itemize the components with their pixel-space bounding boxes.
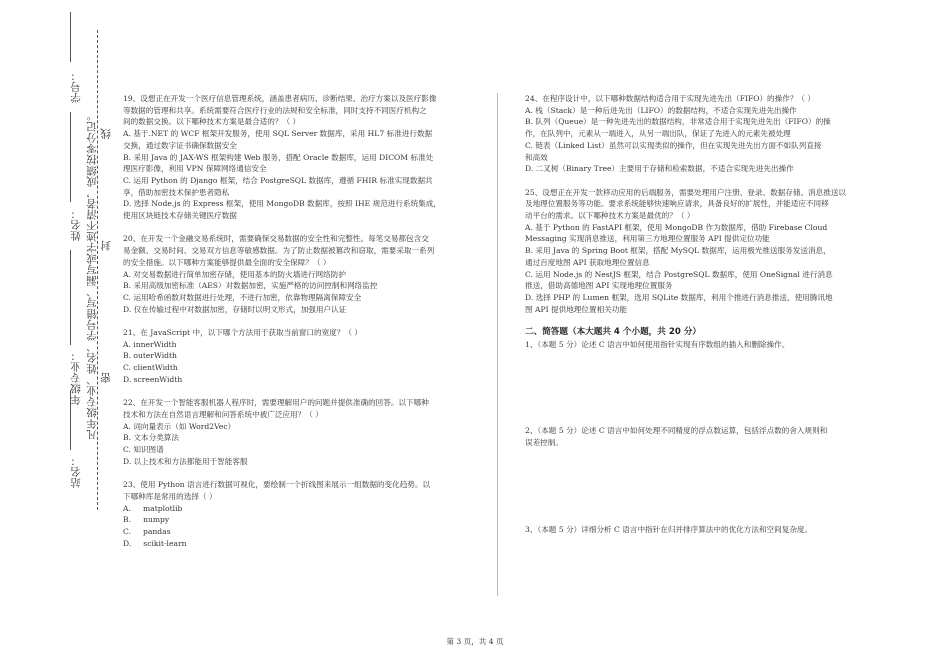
binding-margin	[0, 0, 112, 672]
major-field[interactable]	[70, 250, 71, 345]
q25-option: B. 采用 Java 的 Spring Boot 框架，搭配 MySQL 数据库，运用极光推送服务发送消息，	[525, 246, 831, 256]
q19-option: 交换，通过数字证书确保数据安全	[123, 140, 237, 150]
q23-option: C. pandas	[123, 526, 171, 536]
seal-char-feng: 封	[100, 240, 112, 251]
q20-option: C. 运用哈希函数对数据进行处理，不进行加密，依靠物理隔离保障安全	[123, 292, 362, 302]
short-answer-q3: 3、（本题 5 分）详细分析 C 语言中指针在归并排序算法中的优化方法和空间复杂度。	[525, 524, 813, 534]
q22-option: D. 以上技术和方法都能用于智能客服	[123, 456, 248, 466]
short-answer-q1: 1、（本题 5 分）论述 C 语言中如何使用指针实现有序数组的插入和删除操作。	[525, 339, 790, 349]
q23-line: 下哪种库是常用的选择（ ）	[123, 491, 217, 501]
q25-line: 及地理位置服务等功能。要求系统能够快速响应请求，具备良好的扩展性，并能适应不同移	[525, 199, 829, 209]
q25-option: 图 API 提供地理位置相关功能	[525, 304, 627, 314]
q21-line: 21、在 JavaScript 中，以下哪个方法用于获取当前窗口的宽度？（ ）	[123, 328, 362, 338]
name-field[interactable]	[70, 112, 71, 202]
q25-option: Messaging 实现消息推送，利用第三方地理位置服务 API 提供定位功能	[525, 234, 770, 244]
q20-option: B. 采用高级加密标准（AES）对数据加密，实施严格的访问控制和网络监控	[123, 281, 378, 291]
q25-option: A. 基于 Python 的 FastAPI 框架，使用 MongoDB 作为数据库，借助 Firebase Cloud	[525, 222, 828, 232]
left-column	[123, 93, 483, 549]
q21-option: A. innerWidth	[123, 339, 177, 349]
page-footer: 第 3 页，共 4 页	[446, 637, 504, 646]
q25-line: 动平台的需求。以下哪种技术方案是最优的？（ ）	[525, 211, 695, 221]
q20-line: 20、在开发一个金融交易系统时，需要确保交易数据的安全性和完整性。每笔交易都包含交	[123, 234, 429, 244]
q24-line: 24、在程序设计中，以下哪种数据结构适合用于实现先进先出（FIFO）的操作？（ ）	[525, 94, 816, 103]
right-column	[525, 93, 890, 536]
q19-line: 19、设想正在开发一个医疗信息管理系统，涵盖患者病历、诊断结果、治疗方案以及医疗影像	[123, 94, 437, 103]
q22-line: 技术和方法在自然语言理解和问答系统中被广泛应用？（ ）	[123, 409, 323, 419]
q22-option: C. 知识图谱	[123, 445, 164, 455]
seal-char-xian: 线	[100, 128, 112, 139]
q25-line: 25、设想正在开发一款移动应用的后端服务，需要处理用户注册、登录、数据存储、消息推送以	[525, 187, 847, 197]
q20-option: D. 仅在传输过程中对数据加密，存储时以明文形式，加强用户认证	[123, 304, 347, 314]
school-field[interactable]	[70, 390, 71, 450]
q19-line: 间的数据交换。以下哪种技术方案是最合适的？（ ）	[123, 117, 301, 127]
q19-option: 使用区块链技术存储关键医疗数据	[123, 211, 237, 221]
q19-option: C. 运用 Python 的 Django 框架，结合 PostgreSQL 数据库，遵循 FHIR 标准实现数据共	[123, 175, 433, 185]
student-id-field[interactable]	[70, 12, 71, 62]
q25-option: D. 选择 PHP 的 Lumen 框架，选用 SQLite 数据库，利用个推进行消息推送，使用腾讯地	[525, 292, 833, 302]
q22-option: B. 文本分类算法	[123, 433, 179, 443]
short-answer-q2: 误差控制。	[525, 438, 563, 448]
q20-option: A. 对交易数据进行简单加密存储，使用基本的防火墙进行网络防护	[123, 269, 346, 279]
short-answer-q2: 2、（本题 5 分）论述 C 语言中如何处理不同精度的浮点数运算，包括浮点数的舍入规则和	[525, 426, 828, 436]
q19-option: 享，借助加密技术保护患者隐私	[123, 187, 230, 197]
binding-warning: 凡年级专业、姓名、学号错写、漏写或字迹不清者，成绩按零分记。	[86, 110, 98, 440]
q24-option: D. 二叉树（Binary Tree）主要用于存储和检索数据，不适合实现先进先出操作	[525, 164, 794, 174]
student-id-label: 学号：	[70, 70, 82, 103]
q22-option: A. 词向量表示（如 Word2Vec）	[123, 421, 236, 431]
q25-option: 通过百度地图 API 获取地理位置信息	[525, 257, 650, 267]
q21-option: D. screenWidth	[123, 374, 183, 384]
q23-option: D. scikit-learn	[123, 538, 187, 548]
q23-option: A. matplotlib	[123, 503, 183, 513]
q21-option: C. clientWidth	[123, 363, 178, 373]
q24-option: 和高效	[525, 152, 548, 162]
school-label: 站名：	[70, 455, 82, 488]
q24-option: C. 链表（Linked List）虽然可以实现类似的操作，但在实现先进先出方面不如队列直接	[525, 140, 822, 150]
q24-option: B. 队列（Queue）是一种先进先出的数据结构，非常适合用于实现先进先出（FIFO）的操	[525, 117, 831, 127]
major-label: 年级专业：	[70, 350, 82, 405]
q20-line: 易金额、交易时间、交易双方信息等敏感数据。为了防止数据被篡改和窃取，需要采取一系列	[123, 246, 435, 256]
q21-option: B. outerWidth	[123, 351, 177, 361]
q23-option: B. numpy	[123, 515, 170, 525]
seal-char-mi: 密	[100, 372, 112, 383]
q19-option: A. 基于.NET 的 WCF 框架开发服务，使用 SQL Server 数据库，采用 HL7 标准进行数据	[123, 129, 433, 139]
q20-line: 的安全措施。以下哪种方案能够提供最全面的安全保障？（ ）	[123, 257, 331, 267]
section-title-short-answer: 二、简答题（本大题共 4 个小题，共 20 分）	[525, 327, 702, 338]
q19-line: 等数据的管理和共享。系统需要符合医疗行业的法规和安全标准，同时支持不同医疗机构之	[123, 105, 427, 115]
q25-option: 推送，借助高德地图 API 实现地理位置服务	[525, 281, 673, 291]
column-divider	[497, 93, 498, 596]
q24-option: 作，在队列中，元素从一端进入，从另一端出队，保证了先进入的元素先被处理	[525, 129, 791, 139]
q23-line: 23、使用 Python 语言进行数据可视化，要绘制一个折线图来展示一组数据的变化趋势。以	[123, 480, 431, 490]
q24-option: A. 栈（Stack）是一种后进先出（LIFO）的数据结构，不适合实现先进先出操作	[525, 105, 797, 115]
q22-line: 22、在开发一个智能客服机器人程序时，需要理解用户的问题并提供准确的回答。以下哪种	[123, 398, 429, 408]
q25-option: C. 运用 Node.js 的 NestJS 框架，结合 PostgreSQL 数据库，使用 OneSignal 进行消息	[525, 269, 833, 279]
name-label: 姓名：	[70, 208, 82, 241]
q19-option: D. 选择 Node.js 的 Express 框架，使用 MongoDB 数据库，按照 IHE 规范进行系统集成，	[123, 199, 441, 209]
q19-option: 理医疗影像，利用 VPN 保障网络通信安全	[123, 164, 267, 174]
q19-option: B. 采用 Java 的 JAX-WS 框架构建 Web 服务，搭配 Oracle 数据库，运用 DICOM 标准处	[123, 152, 434, 162]
